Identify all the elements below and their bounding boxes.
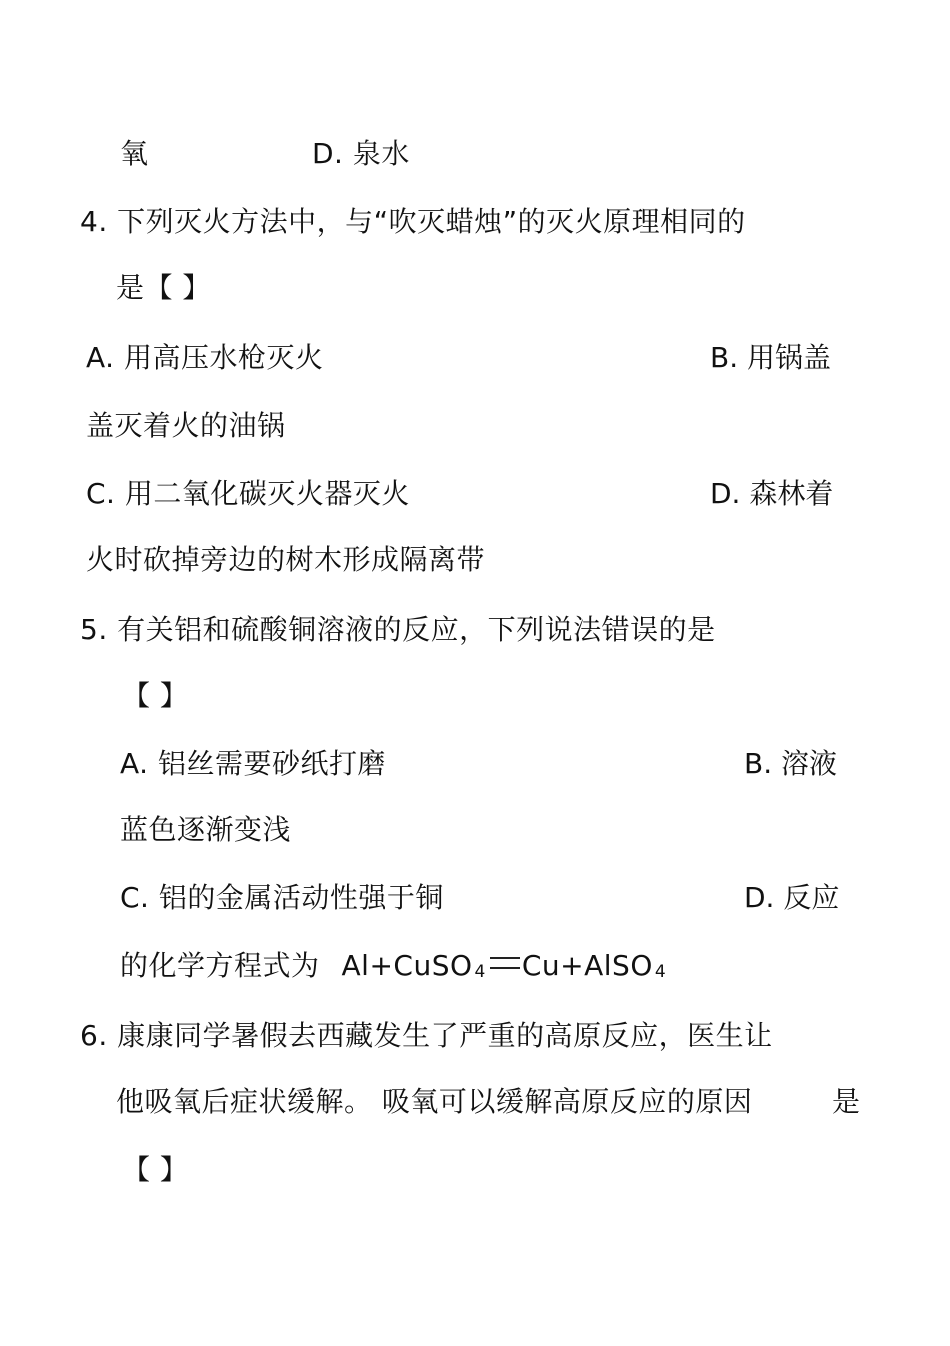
- q4-stem-line2: 是【 】: [116, 271, 211, 304]
- q5-option-d-text: 的化学方程式为: [120, 949, 320, 982]
- equation-product-subscript: 4: [654, 962, 667, 982]
- q5-option-a: A. 铝丝需要砂纸打磨: [120, 747, 386, 780]
- q4-option-b-continuation: 盖灭着火的油锅: [86, 409, 286, 442]
- q5-answer-bracket: 【 】: [122, 679, 189, 712]
- equation-reactant-subscript: 4: [474, 962, 486, 982]
- q4-option-c: C. 用二氧化碳灭火器灭火: [86, 477, 410, 510]
- q5-stem-line1: 5. 有关铝和硫酸铜溶液的反应，下列说法错误的是: [80, 613, 716, 646]
- q5-option-b: B. 溶液: [744, 747, 838, 780]
- q5-option-d-continuation: [120, 948, 668, 988]
- q3-option-c-continuation: 氧: [120, 137, 149, 170]
- q6-answer-bracket: 【 】: [122, 1153, 189, 1186]
- chemical-equation: [342, 949, 669, 982]
- q6-stem-line2-end: 是: [832, 1085, 861, 1118]
- q5-option-d: D. 反应: [744, 881, 840, 914]
- q4-stem-line1: 4. 下列灭火方法中，与“吹灭蜡烛”的灭火原理相同的: [80, 205, 746, 238]
- q5-option-b-continuation: 蓝色逐渐变浅: [120, 813, 292, 846]
- q3-option-d: D. 泉水: [312, 137, 410, 170]
- q6-stem-line1: 6. 康康同学暑假去西藏发生了严重的高原反应，医生让: [80, 1019, 773, 1052]
- q6-stem-line2: 他吸氧后症状缓解。 吸氧可以缓解高原反应的原因: [116, 1085, 753, 1118]
- q4-option-d-continuation: 火时砍掉旁边的树木形成隔离带: [86, 543, 486, 576]
- q4-option-a: A. 用高压水枪灭火: [86, 341, 324, 374]
- equation-products: Cu+AlSO: [521, 949, 653, 982]
- q5-option-c: C. 铝的金属活动性强于铜: [120, 881, 444, 914]
- q4-option-d: D. 森林着: [710, 477, 834, 510]
- equals-sign: [490, 957, 520, 969]
- equation-reactants: Al+CuSO: [341, 949, 473, 982]
- q4-option-b: B. 用锅盖: [710, 341, 832, 374]
